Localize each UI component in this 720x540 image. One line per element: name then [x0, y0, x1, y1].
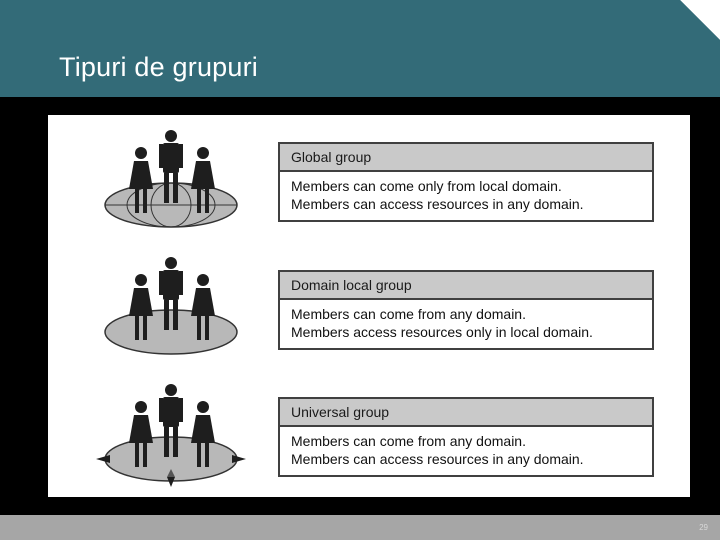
slide-header	[0, 0, 720, 97]
people-on-compass-icon	[96, 377, 246, 497]
corner-fold-icon	[680, 0, 720, 40]
group-membership-text: Members can come from any domain.	[291, 306, 526, 322]
group-membership-text: Members can come only from local domain.	[291, 178, 562, 194]
page-number: 29	[699, 523, 708, 532]
slide-footer	[0, 515, 720, 540]
global-group-box	[278, 142, 654, 222]
people-on-globe-icon	[96, 123, 246, 243]
universal-group-box	[278, 397, 654, 477]
group-access-text: Members can access resources in any domain.	[291, 451, 584, 467]
group-access-text: Members access resources only in local domain.	[291, 324, 593, 340]
group-types-diagram	[48, 115, 690, 497]
group-name: Domain local group	[280, 272, 652, 300]
domain-local-group-box	[278, 270, 654, 350]
group-access-text: Members can access resources in any domain.	[291, 196, 584, 212]
slide-title: Tipuri de grupuri	[59, 52, 258, 82]
people-on-disc-icon	[96, 250, 246, 370]
group-name: Universal group	[280, 399, 652, 427]
group-name: Global group	[280, 144, 652, 172]
group-membership-text: Members can come from any domain.	[291, 433, 526, 449]
